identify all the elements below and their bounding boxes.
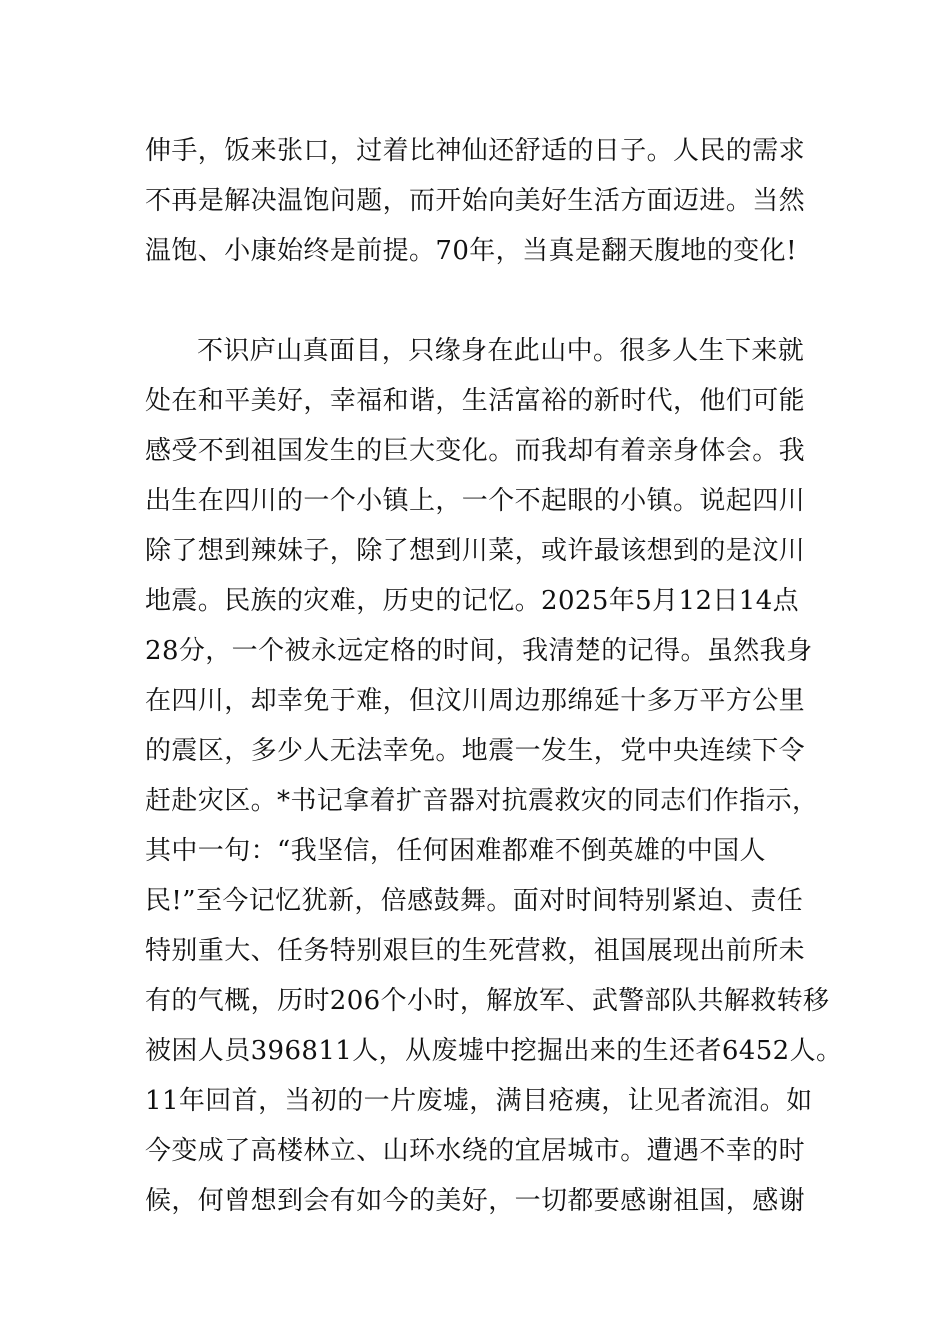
paragraph-2-line-7: 28分，一个被永远定格的时间，我清楚的记得。虽然我身 [145,636,813,666]
paragraph-2-line-1: 不识庐山真面目，只缘身在此山中。很多人生下来就 [197,336,805,366]
paragraph-2-line-5: 除了想到辣妹子，除了想到川菜，或许最该想到的是汶川 [145,536,806,566]
paragraph-2-line-18: 候，何曾想到会有如今的美好，一切都要感谢祖国，感谢 [145,1186,806,1216]
paragraph-2-line-2: 处在和平美好，幸福和谐，生活富裕的新时代，他们可能 [145,386,806,416]
paragraph-2-line-13: 特别重大、任务特别艰巨的生死营救，祖国展现出前所未 [145,936,806,966]
paragraph-2-line-4: 出生在四川的一个小镇上，一个不起眼的小镇。说起四川 [145,486,806,516]
paragraph-2-line-16: 11年回首，当初的一片废墟，满目疮痍，让见者流泪。如 [145,1086,813,1116]
paragraph-2-line-8: 在四川，却幸免于难，但汶川周边那绵延十多万平方公里 [145,686,806,716]
paragraph-1-line-3: 温饱、小康始终是前提。70年，当真是翻天腹地的变化! [145,236,797,266]
paragraph-2-line-3: 感受不到祖国发生的巨大变化。而我却有着亲身体会。我 [145,436,806,466]
paragraph-2-line-10: 赶赴灾区。*书记拿着扩音器对抗震救灾的同志们作指示， [145,786,819,816]
paragraph-2-line-15: 被困人员396811人，从废墟中挖掘出来的生还者6452人。 [145,1036,843,1066]
paragraph-1-line-2: 不再是解决温饱问题，而开始向美好生活方面迈进。当然 [145,186,806,216]
paragraph-2-line-12: 民!”至今记忆犹新，倍感鼓舞。面对时间特别紧迫、责任 [145,886,804,916]
paragraph-1-line-1: 伸手，饭来张口，过着比神仙还舒适的日子。人民的需求 [145,136,806,166]
paragraph-2-line-14: 有的气概，历时206个小时，解放军、武警部队共解救转移 [145,986,830,1016]
paragraph-2-line-17: 今变成了高楼林立、山环水绕的宜居城市。遭遇不幸的时 [145,1136,806,1166]
paragraph-2-line-11: 其中一句：“我坚信，任何困难都难不倒英雄的中国人 [145,836,766,866]
paragraph-2-line-6: 地震。民族的灾难，历史的记忆。2025年5月12日14点 [145,586,800,616]
paragraph-2-line-9: 的震区，多少人无法幸免。地震一发生，党中央连续下令 [145,736,806,766]
